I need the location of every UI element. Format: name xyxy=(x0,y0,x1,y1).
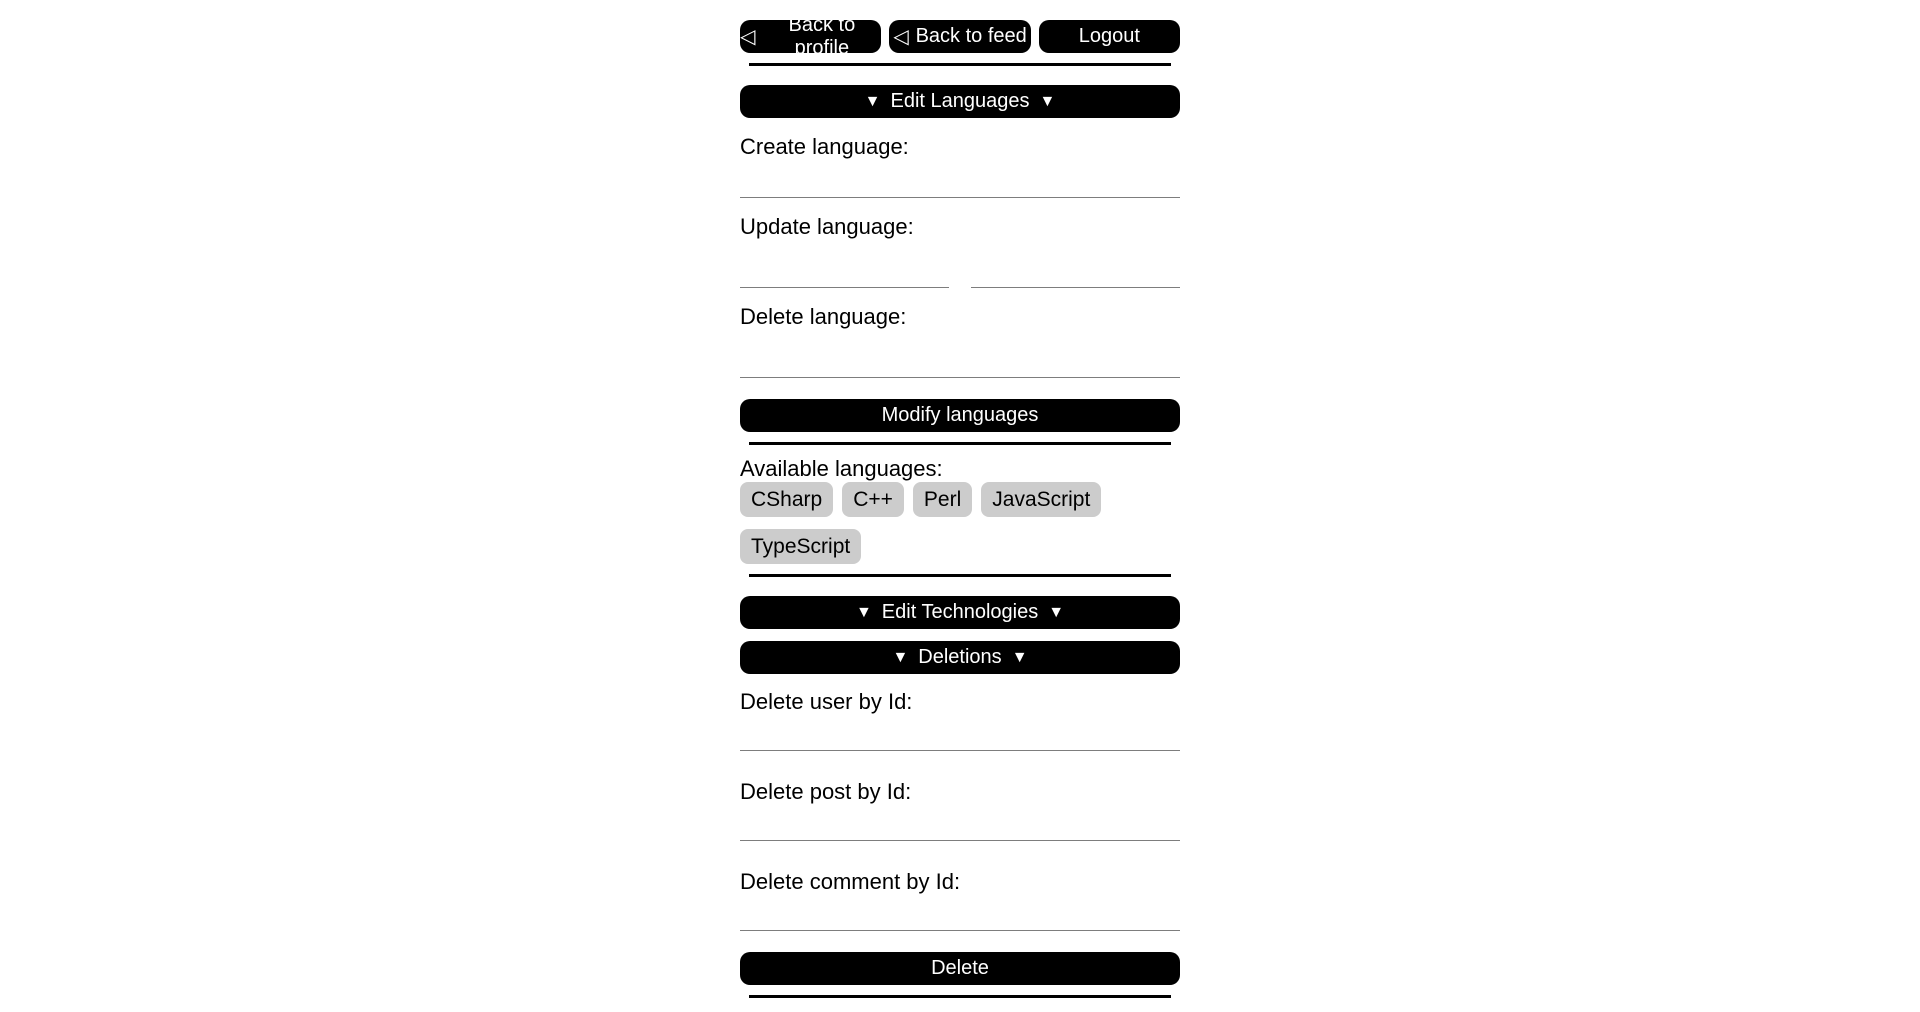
delete-comment-id-label: Delete comment by Id: xyxy=(740,869,961,894)
chevron-down-icon: ▼ xyxy=(1011,648,1028,666)
delete-language-input[interactable] xyxy=(740,342,1180,378)
delete-comment-id-input[interactable] xyxy=(740,895,1180,931)
back-arrow-icon: ◁ xyxy=(893,26,909,48)
create-language-label: Create language: xyxy=(740,134,909,159)
language-chip: CSharp xyxy=(740,482,833,517)
edit-languages-toggle[interactable] xyxy=(740,85,1180,118)
delete-post-id-label: Delete post by Id: xyxy=(740,779,912,804)
back-arrow-icon: ◁ xyxy=(740,26,756,48)
create-language-field xyxy=(740,134,1180,198)
back-to-profile-button[interactable] xyxy=(740,13,881,59)
admin-panel xyxy=(740,0,1180,998)
delete-post-id-input[interactable] xyxy=(740,805,1180,841)
divider xyxy=(749,995,1171,998)
delete-user-id-label: Delete user by Id: xyxy=(740,689,913,714)
delete-language-label: Delete language: xyxy=(740,304,907,329)
divider xyxy=(749,574,1171,577)
language-chip: JavaScript xyxy=(981,482,1101,517)
update-language-inputs xyxy=(740,252,1180,288)
modify-languages-label: Modify languages xyxy=(881,404,1039,426)
divider xyxy=(749,442,1171,445)
update-language-field xyxy=(740,214,1180,288)
back-to-feed-button[interactable] xyxy=(889,20,1030,53)
back-to-profile-label: Back to profile xyxy=(788,13,856,59)
chevron-down-icon: ▼ xyxy=(855,603,872,621)
available-languages-list xyxy=(740,482,1180,564)
language-chip: C++ xyxy=(842,482,904,517)
deletions-label: Deletions xyxy=(918,646,1002,668)
delete-language-field xyxy=(740,304,1180,378)
edit-technologies-label: Edit Technologies xyxy=(881,601,1039,623)
update-language-from-input[interactable] xyxy=(740,252,949,288)
chevron-down-icon: ▼ xyxy=(864,92,881,110)
delete-button-label: Delete xyxy=(931,957,989,979)
logout-button[interactable] xyxy=(1039,20,1180,53)
delete-post-field xyxy=(740,779,1180,841)
create-language-input[interactable] xyxy=(740,162,1180,198)
toolbar xyxy=(740,13,1180,59)
language-chip: TypeScript xyxy=(740,529,861,564)
language-chip: Perl xyxy=(913,482,972,517)
deletions-toggle[interactable] xyxy=(740,641,1180,674)
update-language-to-input[interactable] xyxy=(971,252,1180,288)
available-languages-label: Available languages: xyxy=(740,456,943,481)
logout-label: Logout xyxy=(1078,25,1140,47)
chevron-down-icon: ▼ xyxy=(1048,603,1065,621)
divider xyxy=(749,63,1171,66)
edit-languages-label: Edit Languages xyxy=(890,90,1030,112)
delete-button[interactable] xyxy=(740,952,1180,985)
update-language-label: Update language: xyxy=(740,214,914,239)
delete-user-id-input[interactable] xyxy=(740,715,1180,751)
delete-comment-field xyxy=(740,869,1180,931)
edit-technologies-toggle[interactable] xyxy=(740,596,1180,629)
back-to-feed-label: Back to feed xyxy=(915,25,1027,47)
chevron-down-icon: ▼ xyxy=(892,648,909,666)
delete-user-field xyxy=(740,689,1180,751)
chevron-down-icon: ▼ xyxy=(1039,92,1056,110)
modify-languages-button[interactable] xyxy=(740,399,1180,432)
